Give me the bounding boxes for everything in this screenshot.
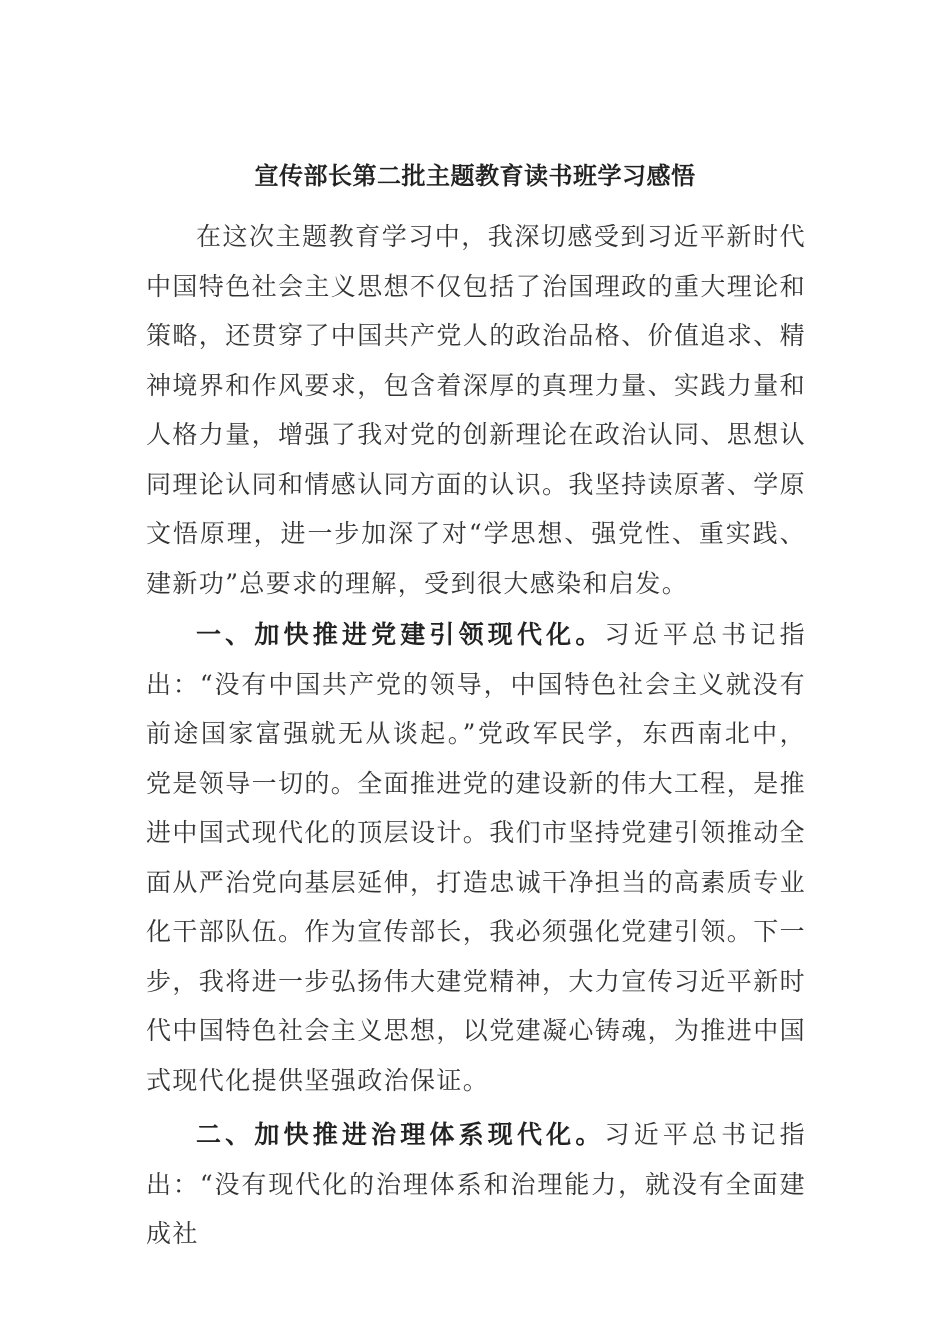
paragraph-body	[146, 1110, 806, 1259]
paragraph-text: 在这次主题教育学习中，我深切感受到习近平新时代中国特色社会主义思想不仅包括了治国理政的重大理论和策略，还贯穿了中国共产党人的政治品格、价值追求、精神境界和作风要求，包含着深厚的真理力量、实践力量和人格力量，增强了我对党的创新理论在政治认同、思想认同理论认同和情感认同方面的认识。我坚持读原著、学原文悟原理，进一步加深了对“学思想、强党性、重实践、建新功”总要求的理解，受到很大感染和启发。	[146, 222, 807, 598]
paragraph-body	[146, 610, 806, 1105]
paragraph-text: 习近平总书记指出：“没有现代化的治理体系和治理能力，就没有全面建成社	[146, 1120, 806, 1248]
document-title: 宣传部长第二批主题教育读书班学习感悟	[254, 162, 696, 190]
section-heading: 一、加快推进党建引领现代化。	[196, 620, 605, 649]
paragraph-intro	[146, 212, 806, 608]
paragraph-text: 习近平总书记指出：“没有中国共产党的领导，中国特色社会主义就没有前途国家富强就无从谈起。”党政军民学，东西南北中，党是领导一切的。全面推进党的建设新的伟大工程，是推进中国式现代化的顶层设计。我们市坚持党建引领推动全面从严治党向基层延伸，打造忠诚干净担当的高素质专业化干部队伍。作为宣传部长，我必须强化党建引领。下一步，我将进一步弘扬伟大建党精神，大力宣传习近平新时代中国特色社会主义思想，以党建凝心铸魂，为推进中国式现代化提供坚强政治保证。	[146, 620, 807, 1095]
paragraph-section-1	[146, 610, 806, 1105]
section-heading: 二、加快推进治理体系现代化。	[196, 1120, 605, 1149]
paragraph-section-2	[146, 1110, 806, 1259]
